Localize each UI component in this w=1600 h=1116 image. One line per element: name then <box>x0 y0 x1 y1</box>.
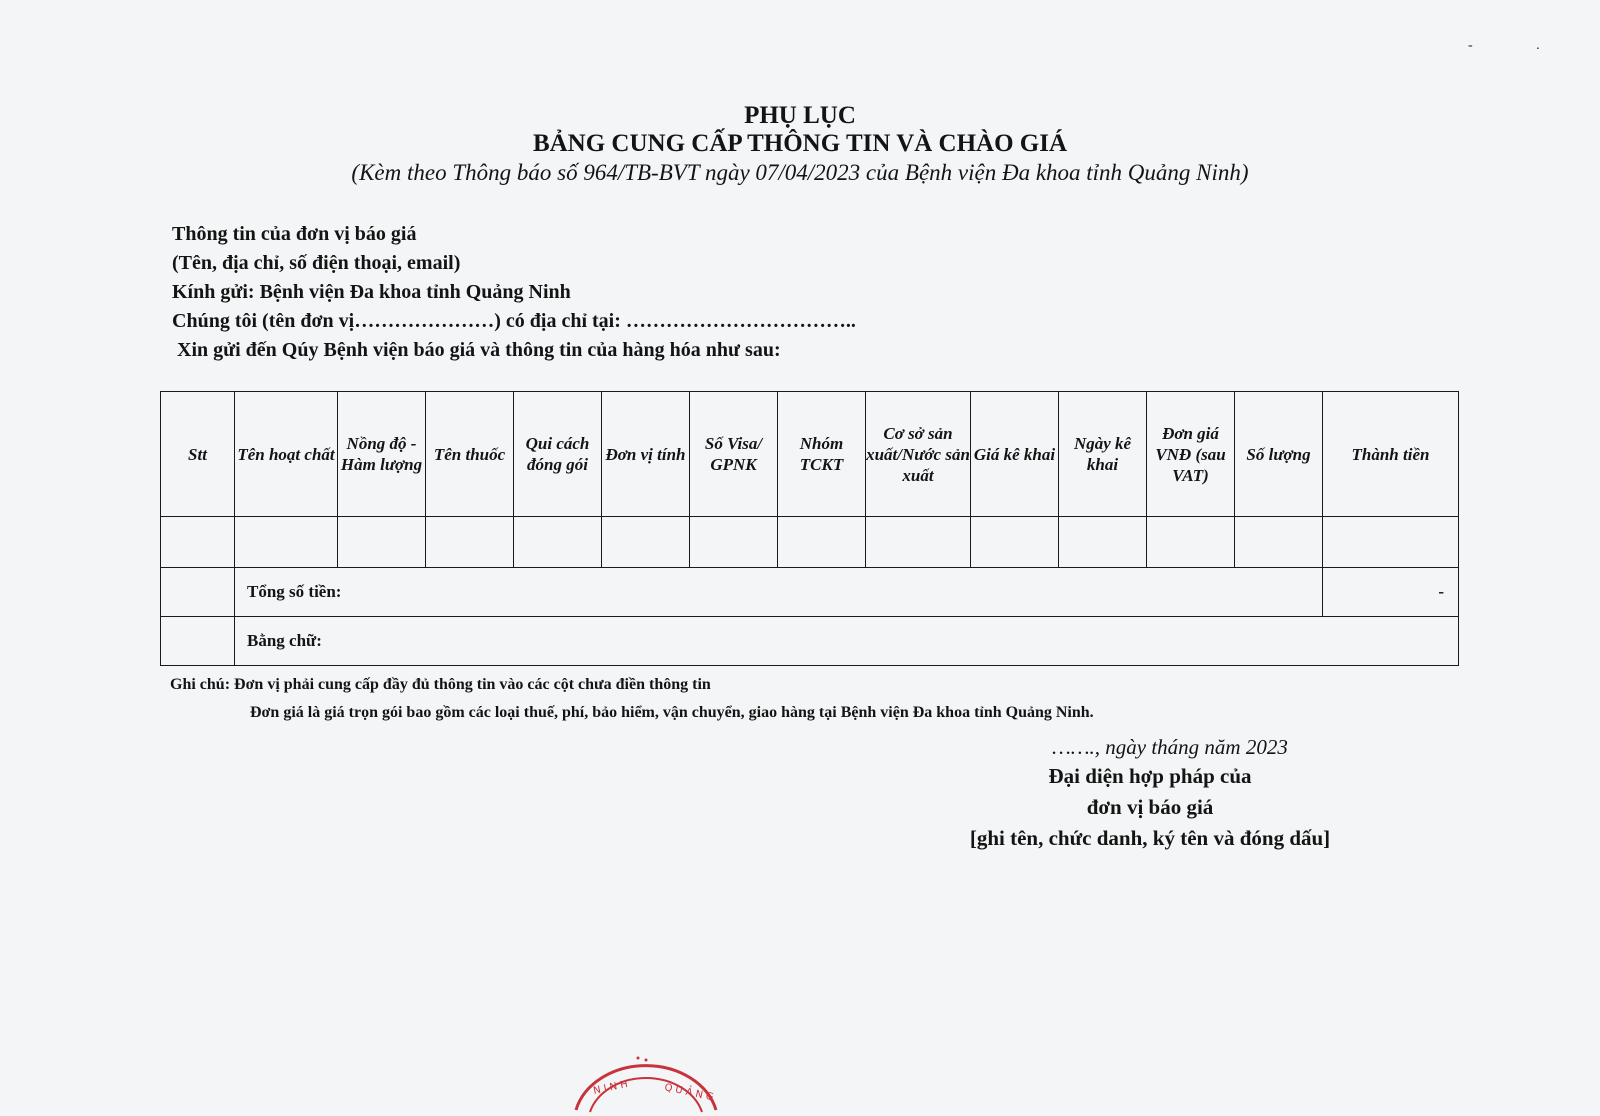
red-stamp-icon <box>566 1040 726 1116</box>
col-header: Đơn vị tính <box>602 392 690 517</box>
title-appendix: PHỤ LỤC <box>744 102 856 129</box>
scan-specks: - . <box>1468 38 1570 53</box>
table-row <box>161 517 1459 568</box>
supplier-info-block <box>172 220 856 365</box>
title-main: BẢNG CUNG CẤP THÔNG TIN VÀ CHÀO GIÁ <box>532 130 1068 157</box>
empty-cell <box>778 517 866 568</box>
col-header: Qui cách đóng gói <box>514 392 602 517</box>
empty-cell <box>866 517 971 568</box>
info-line-1: Thông tin của đơn vị báo giá <box>172 223 417 245</box>
col-header: Nhóm TCKT <box>778 392 866 517</box>
empty-cell <box>426 517 514 568</box>
empty-cell <box>602 517 690 568</box>
quote-table <box>160 391 1459 666</box>
total-value: - <box>1323 568 1459 617</box>
info-line-5: Xin gửi đến Qúy Bệnh viện báo giá và thông tin của hàng hóa như sau: <box>177 339 781 361</box>
note-1: Ghi chú: Đơn vị phải cung cấp đầy đủ thông tin vào các cột chưa điền thông tin <box>170 676 711 693</box>
col-header: Stt <box>161 392 235 517</box>
col-header: Đơn giá VNĐ (sau VAT) <box>1147 392 1235 517</box>
empty-cell <box>161 617 235 666</box>
words-label: Bằng chữ: <box>235 617 1459 666</box>
col-header: Số lượng <box>1235 392 1323 517</box>
empty-cell <box>235 517 338 568</box>
empty-cell <box>690 517 778 568</box>
svg-text:Q U Ả N G: Q U Ả N G <box>663 1082 715 1104</box>
col-header: Giá kê khai <box>971 392 1059 517</box>
total-label: Tổng số tiền: <box>235 568 1323 617</box>
signature-block <box>930 733 1370 854</box>
amount-in-words-row <box>161 617 1459 666</box>
note-2: Đơn giá là giá trọn gói bao gồm các loại thuế, phí, bảo hiểm, vận chuyển, giao hàng tại Bệnh viện Đa khoa tỉnh Quảng Ninh. <box>250 704 1094 721</box>
date-line: ……., ngày tháng năm 2023 <box>1052 735 1288 759</box>
empty-cell <box>1147 517 1235 568</box>
col-header: Tên hoạt chất <box>235 392 338 517</box>
empty-cell <box>161 517 235 568</box>
col-header: Số Visa/ GPNK <box>690 392 778 517</box>
col-header: Nồng độ - Hàm lượng <box>338 392 426 517</box>
rep-line-1: Đại diện hợp pháp của <box>1048 764 1252 788</box>
empty-cell <box>971 517 1059 568</box>
empty-cell <box>161 568 235 617</box>
empty-cell <box>338 517 426 568</box>
empty-cell <box>1059 517 1147 568</box>
col-header: Cơ sở sản xuất/Nước sản xuất <box>866 392 971 517</box>
table-header-row <box>161 392 1459 517</box>
total-row <box>161 568 1459 617</box>
col-header: Ngày kê khai <box>1059 392 1147 517</box>
rep-line-2: đơn vị báo giá <box>1086 795 1214 819</box>
svg-text:N I N H: N I N H <box>592 1078 629 1097</box>
subtitle-reference: (Kèm theo Thông báo số 964/TB-BVT ngày 07/04/2023 của Bệnh viện Đa khoa tỉnh Quảng Ninh) <box>351 160 1249 185</box>
empty-cell <box>1235 517 1323 568</box>
document-header <box>0 102 1600 188</box>
empty-cell <box>514 517 602 568</box>
info-line-4: Chúng tôi (tên đơn vị…………………) có địa chỉ tại: …………………………….. <box>172 310 856 332</box>
notes-block <box>170 673 1094 725</box>
rep-line-3: [ghi tên, chức danh, ký tên và đóng dấu] <box>969 826 1331 850</box>
empty-cell <box>1323 517 1459 568</box>
info-line-2: (Tên, địa chỉ, số điện thoại, email) <box>172 252 461 274</box>
col-header: Tên thuốc <box>426 392 514 517</box>
info-line-3: Kính gửi: Bệnh viện Đa khoa tỉnh Quảng Ninh <box>172 281 571 303</box>
col-header: Thành tiền <box>1323 392 1459 517</box>
